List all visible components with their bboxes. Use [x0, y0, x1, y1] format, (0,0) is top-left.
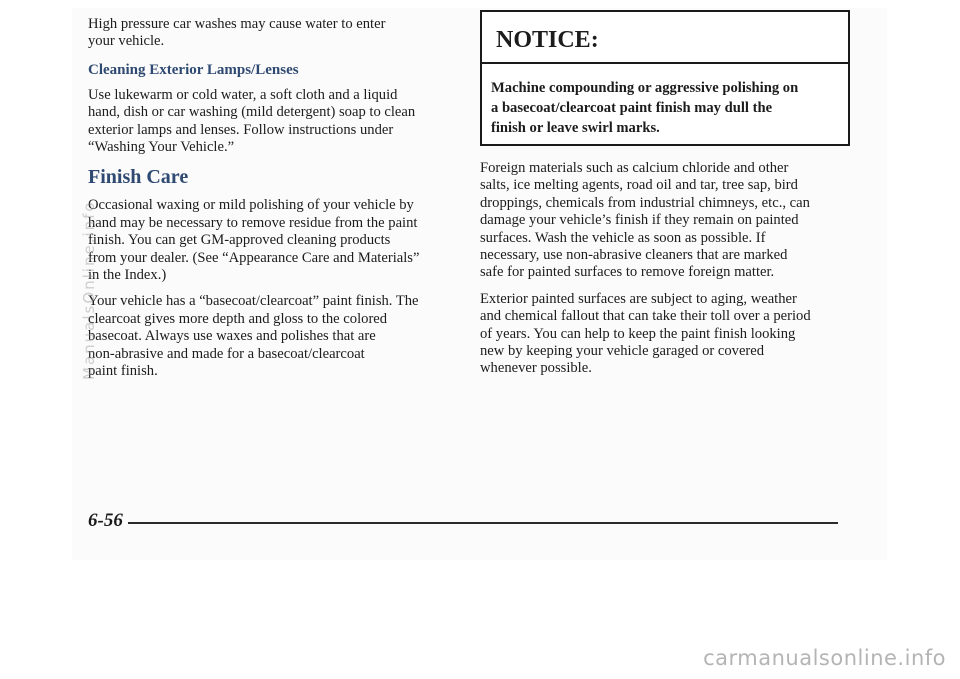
lamps-heading: Cleaning Exterior Lamps/Lenses: [88, 61, 299, 78]
notice-title: NOTICE:: [482, 12, 848, 64]
finish-line: paint finish.: [88, 363, 158, 380]
notice-box: [480, 10, 850, 146]
finish-line: finish. You can get GM-approved cleaning products: [88, 232, 391, 249]
finish-line: hand may be necessary to remove residue from the paint: [88, 214, 418, 231]
body-line: damage your vehicle’s finish if they remain on painted: [480, 212, 799, 229]
finish-paragraph-1: [88, 197, 454, 284]
body-line: Exterior painted surfaces are subject to aging, weather: [480, 290, 797, 307]
body-line: new by keeping your vehicle garaged or covered: [480, 343, 765, 360]
finish-line: in the Index.): [88, 267, 167, 284]
finish-paragraph-2: [88, 293, 454, 380]
lamps-paragraph: [88, 87, 454, 157]
body-line: and chemical fallout that can take their toll over a period: [480, 308, 811, 325]
body-line: droppings, chemicals from industrial chimneys, etc., can: [480, 194, 810, 211]
aging-paragraph: [480, 291, 850, 378]
notice-line: a basecoat/clearcoat paint finish may dull the: [491, 100, 773, 116]
finish-line: Occasional waxing or mild polishing of your vehicle by: [88, 197, 414, 214]
body-line: Foreign materials such as calcium chloride and other: [480, 160, 789, 176]
left-column: [88, 16, 454, 381]
side-watermark: ManualsOnline.info: [80, 200, 98, 380]
lamps-line: Use lukewarm or cold water, a soft cloth and a liquid: [88, 86, 398, 103]
finish-line: clearcoat gives more depth and gloss to the colored: [88, 310, 388, 327]
intro-line: your vehicle.: [88, 33, 165, 50]
notice-line: Machine compounding or aggressive polishing on: [491, 80, 799, 96]
lamps-line: hand, dish or car washing (mild detergent) soap to clean: [88, 104, 416, 121]
site-watermark: carmanualsonline.info: [703, 646, 946, 670]
finish-line: from your dealer. (See “Appearance Care and Materials”: [88, 249, 420, 266]
finish-care-heading: Finish Care: [88, 166, 189, 189]
body-line: necessary, use non-abrasive cleaners that are marked: [480, 247, 788, 264]
finish-line: non-abrasive and made for a basecoat/clearcoat: [88, 345, 365, 362]
lamps-line: exterior lamps and lenses. Follow instructions under: [88, 121, 394, 138]
body-line: whenever possible.: [480, 360, 592, 377]
foreign-materials-paragraph: [480, 160, 850, 282]
body-line: safe for painted surfaces to remove foreign matter.: [480, 264, 775, 281]
page-footer: [88, 510, 838, 530]
finish-line: basecoat. Always use waxes and polishes that are: [88, 328, 376, 345]
intro-paragraph: [88, 16, 454, 51]
right-column: [480, 10, 850, 378]
body-line: of years. You can help to keep the paint finish looking: [480, 325, 796, 342]
notice-body: [482, 64, 848, 138]
finish-line: Your vehicle has a “basecoat/clearcoat” paint finish. The: [88, 293, 419, 310]
page-number: 6-56: [88, 510, 123, 531]
body-line: salts, ice melting agents, road oil and tar, tree sap, bird: [480, 177, 798, 194]
notice-line: finish or leave swirl marks.: [491, 120, 660, 136]
footer-rule: [128, 522, 838, 524]
lamps-line: “Washing Your Vehicle.”: [88, 139, 235, 156]
intro-line: High pressure car washes may cause water to enter: [88, 16, 386, 32]
body-line: surfaces. Wash the vehicle as soon as possible. If: [480, 229, 766, 246]
